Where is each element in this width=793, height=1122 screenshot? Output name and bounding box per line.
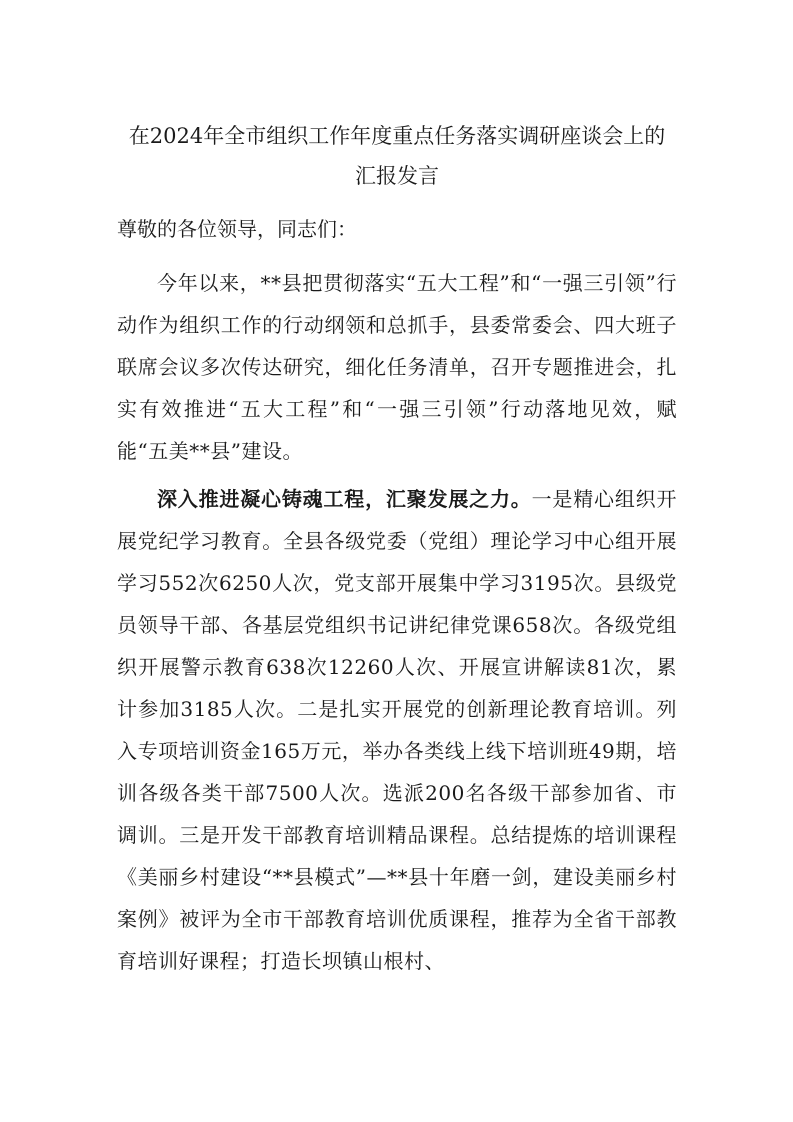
paragraph-intro (117, 262, 677, 472)
title-line-2: 汇报发言 (355, 164, 439, 188)
document-title (100, 116, 694, 196)
paragraph-text: 一是精心组织开展党纪学习教育。全县各级党委（党组）理论学习中心组开展学习552次6250人次，党支部开展集中学习3195次。县级党员领导干部、各基层党组织书记讲纪律党课658次。各级党组织开展警示教育638次12260人次、开展宣讲解读81次，累计参加3185人次。二是扎实开展党的创新理论教育培训。列入专项培训资金165万元，举办各类线上线下培训班49期，培训各级各类干部7500人次。选派200名各级干部参加省、市调训。三是开发干部教育培训精品课程。总结提炼的培训课程《美丽乡村建设“**县模式”—**县十年磨一剑，建设美丽乡村案例》被评为全市干部教育培训优质课程，推荐为全省干部教育培训好课程；打造长坝镇山根村、 (117, 487, 677, 973)
salutation: 尊敬的各位领导，同志们： (117, 217, 357, 241)
paragraph-text: 今年以来，**县把贯彻落实“五大工程”和“一强三引领”行动作为组织工作的行动纲领和总抓手，县委常委会、四大班子联席会议多次传达研究，细化任务清单，召开专题推进会，扎实有效推进“五大工程”和“一强三引领”行动落地见效，赋能“五美**县”建设。 (117, 271, 677, 463)
paragraph-soul-forging-project (117, 478, 677, 982)
paragraph-lead-heading: 深入推进凝心铸魂工程，汇聚发展之力。 (157, 487, 532, 511)
title-line-1: 在2024年全市组织工作年度重点任务落实调研座谈会上的 (128, 124, 666, 148)
